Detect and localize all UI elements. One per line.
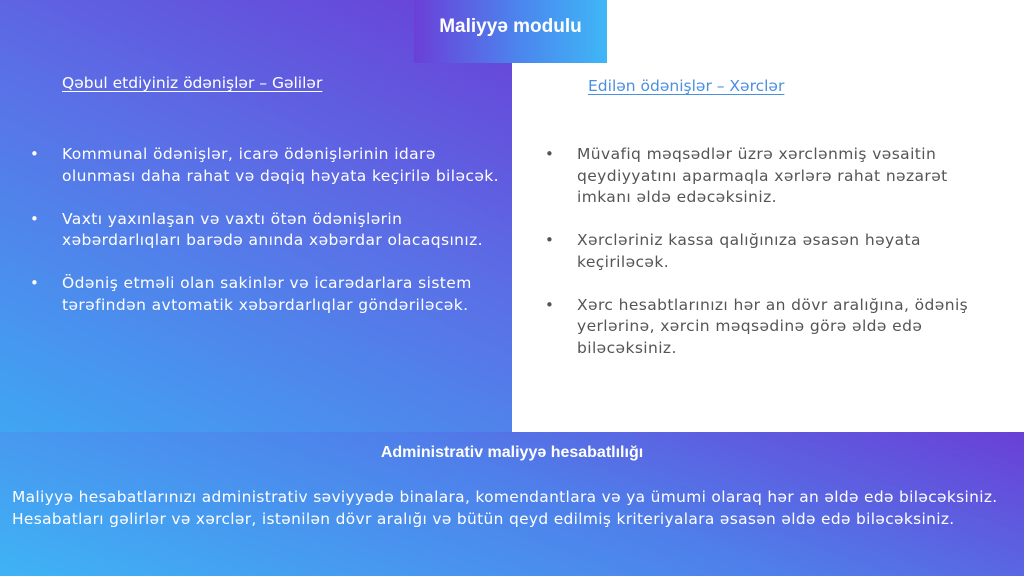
expenses-bullet-text: Xərcləriniz kassa qalığınıza əsasən həyata keçiriləcək. [577,231,921,271]
expenses-bullet-text: Müvafiq məqsədlər üzrə xərclənmiş vəsaitin qeydiyyatını aparmaqla xərlərə rahat nəzarət imkanı əldə edəcəksiniz. [577,145,948,206]
bullet-dot-icon: • [30,145,40,163]
bullet-dot-icon: • [545,231,555,249]
expenses-bullet-item [545,295,995,360]
expenses-heading: Edilən ödənişlər – Xərclər [588,77,785,95]
reporting-heading: Administrativ maliyyə hesabatlılığı [380,444,644,461]
expenses-bullet-item [545,144,995,209]
bullet-dot-icon: • [545,295,555,314]
income-bullet-text: Vaxtı yaxınlaşan və vaxtı ötən ödənişlərin xəbərdarlıqları barədə anında xəbərdar olacaqsınız. [62,209,483,249]
reporting-text: Maliyyə hesabatlarınızı administrativ səviyyədə binalara, komendantlara və ya ümumi olaraq hər an əldə edə biləcəksiniz. Hesabatları gəlirlər və xərclər, istənilən dövr aralığı və bütün qeyd edilmiş kriteriyalara əsasən əldə edə biləcəksiniz. [12,488,998,528]
income-heading: Qəbul etdiyiniz ödənişlər – Gəlilər [62,74,323,92]
bullet-dot-icon: • [30,209,40,228]
bullet-dot-icon: • [545,145,555,163]
income-bullet-item [30,144,500,187]
income-bullet-item [30,273,500,316]
expenses-bullet-text: Xərc hesabtlarınızı hər an dövr aralığına, ödəniş yerlərinə, xərcin məqsədinə görə əldə edə biləcəksiniz. [577,295,969,357]
income-bullet-list [30,144,500,338]
income-bullet-text: Kommunal ödənişlər, icarə ödənişlərinin idarə olunması daha rahat və dəqiq həyata keçirilə biləcək. [62,145,499,185]
reporting-panel [0,432,1024,576]
income-bullet-text: Ödəniş etməli olan sakinlər və icarədarlara sistem tərəfindən avtomatik xəbərdarlıqlar göndəriləcək. [62,274,472,314]
expenses-bullet-item [545,230,995,273]
title-box [414,0,607,63]
bullet-dot-icon: • [30,274,40,292]
income-bullet-item [30,209,500,252]
expenses-bullet-list [545,144,995,381]
page-title: Maliyyə modulu [439,15,582,37]
